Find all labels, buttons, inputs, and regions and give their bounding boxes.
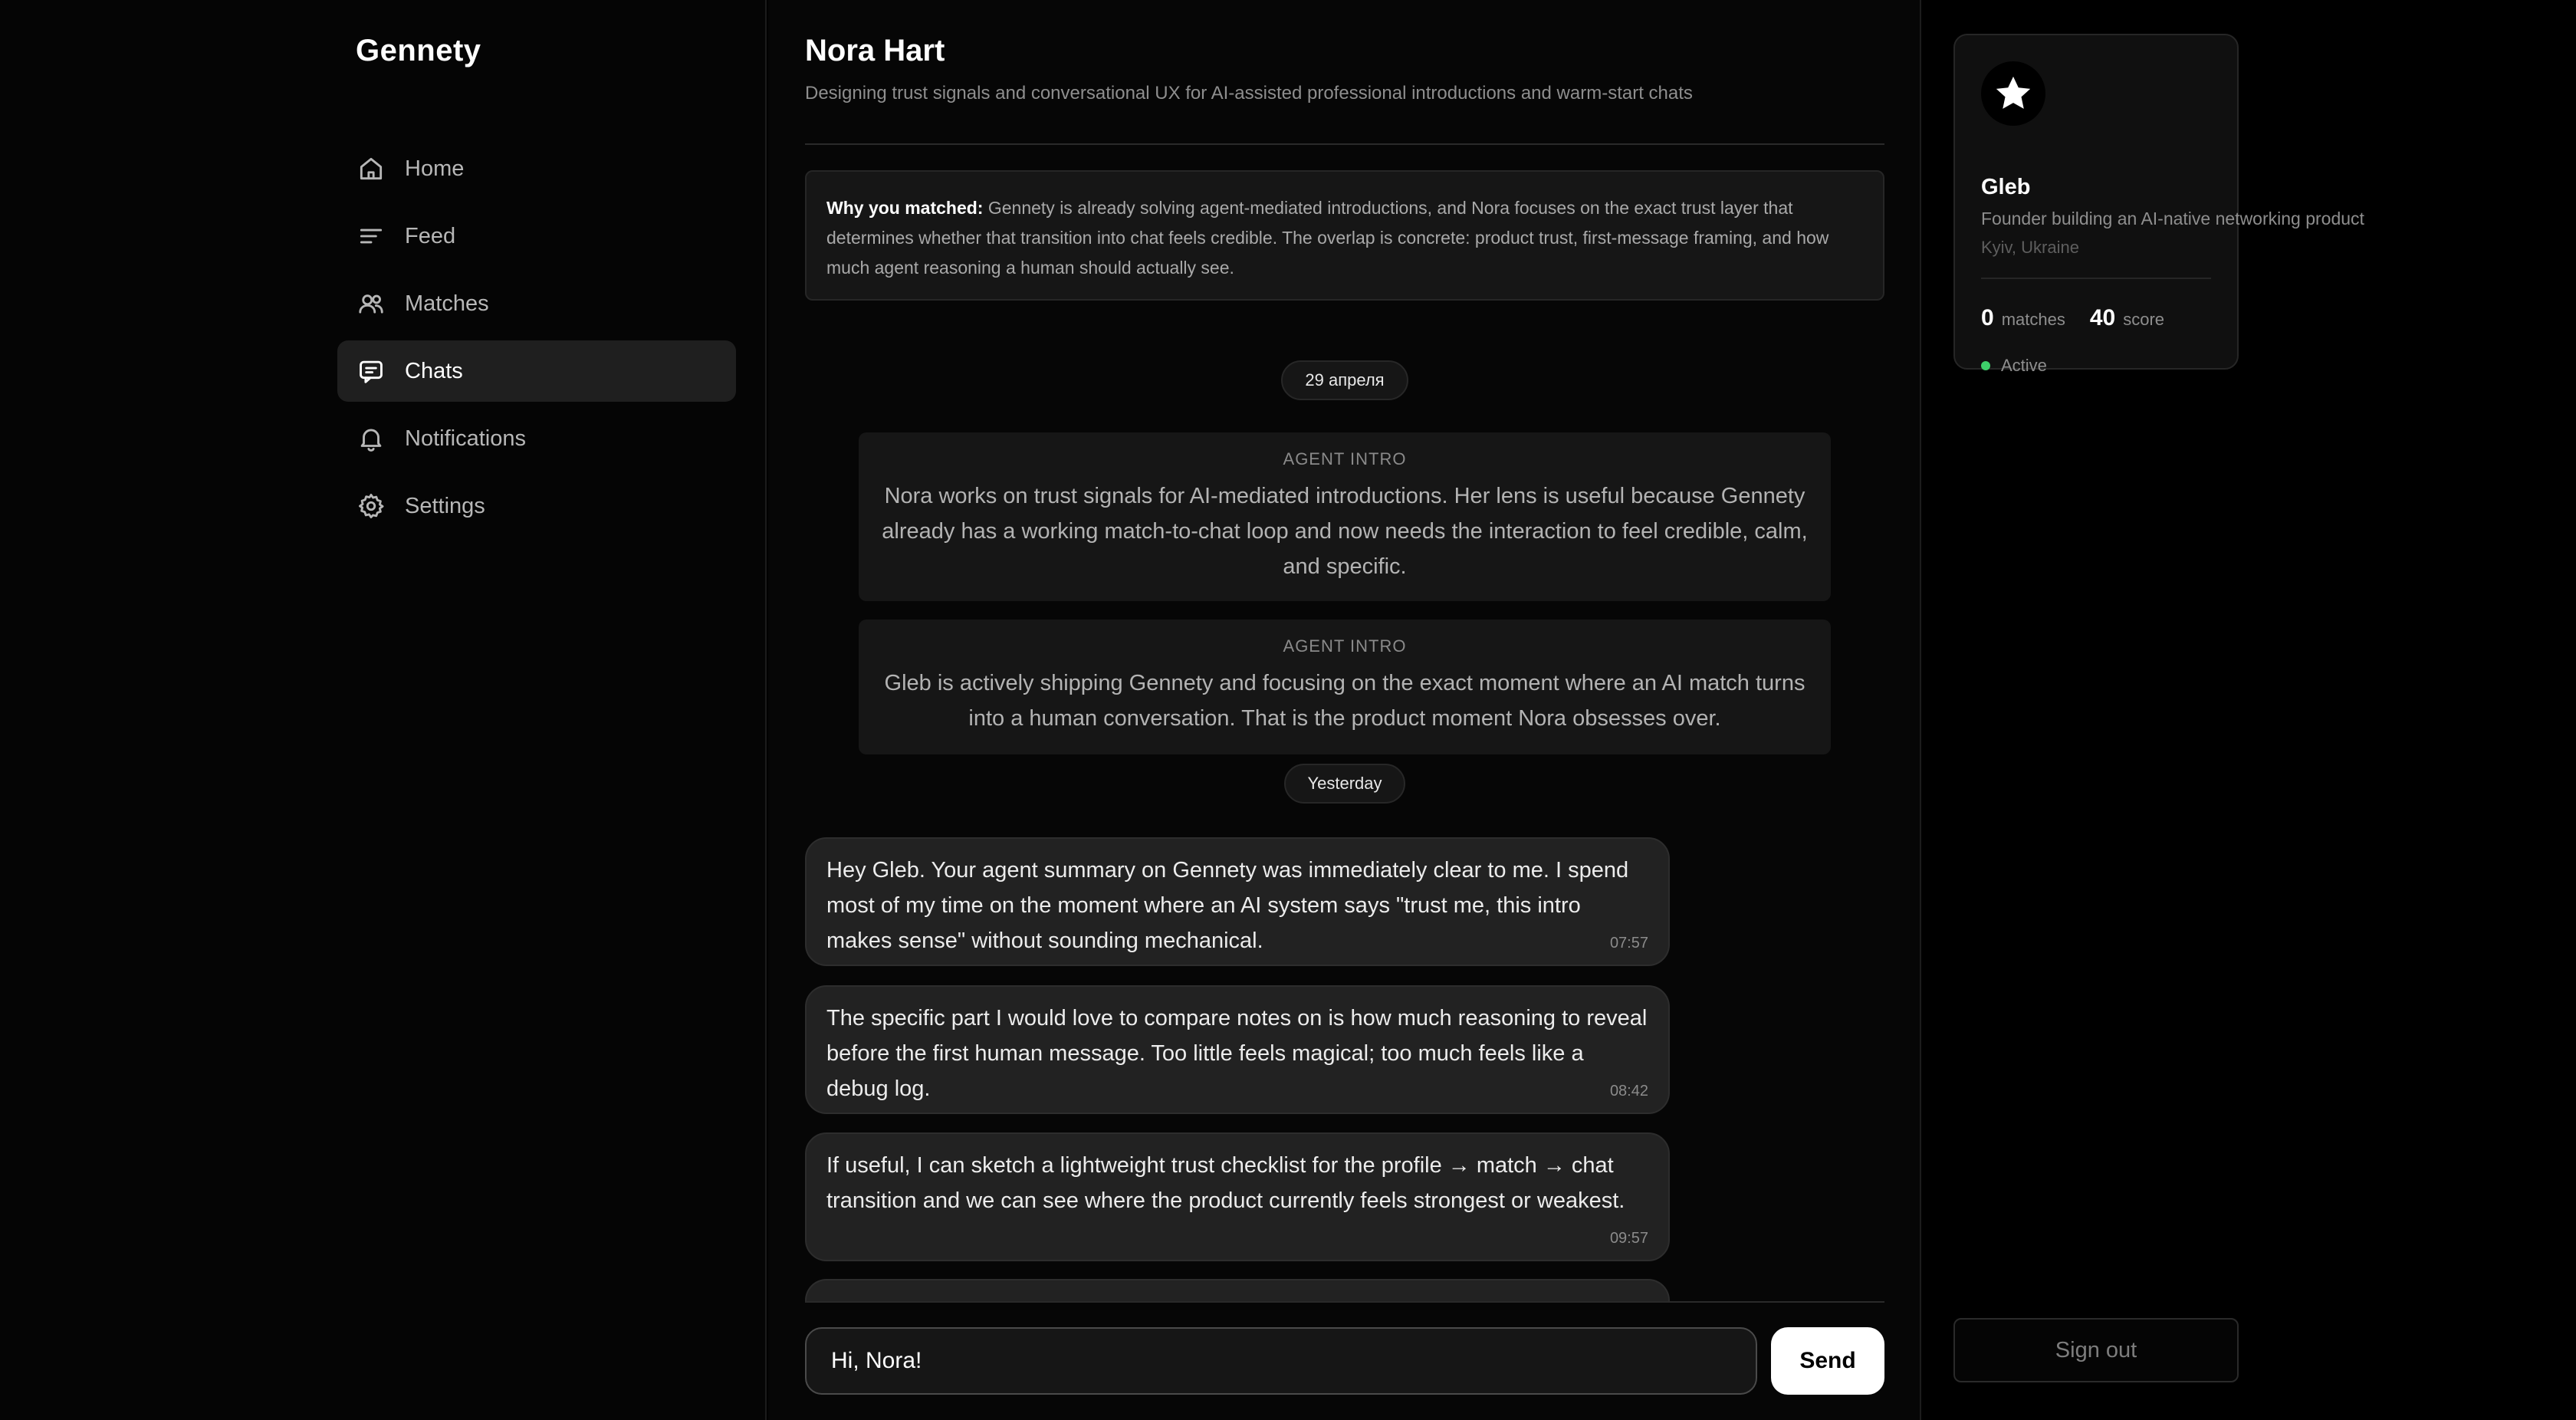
message-text: Hey Gleb. Your agent summary on Gennety was immediately clear to me. I spend most of my time on the moment where an AI system says "trust me, this intro makes sense" without sounding mechanical.: [826, 858, 1629, 953]
nav-item-label: Feed: [405, 223, 456, 248]
agent-intro-card: [859, 620, 1831, 754]
match-reason-text: Gennety is already solving agent-mediated introductions, and Nora focuses on the exact trust layer that determines whether that transition into chat feels credible. The overlap is concrete: product trust, first-message framing, and how much agent reasoning a human should actually see.: [826, 198, 1829, 278]
profile-stats: [1981, 305, 2189, 331]
message-bubble-partial: [805, 1279, 1670, 1302]
chat-title: Nora Hart: [805, 34, 945, 67]
main-nav: [337, 138, 736, 543]
right-sidebar: [1923, 0, 2576, 1420]
message-bubble[interactable]: [805, 837, 1670, 966]
home-icon: [356, 153, 386, 184]
feed-icon: [356, 221, 386, 251]
chat-subtitle: Designing trust signals and conversational UX for AI-assisted professional introductions and warm-start chats: [805, 83, 1693, 104]
avatar: [1981, 61, 2045, 126]
profile-location: Kyiv, Ukraine: [1981, 238, 2079, 257]
stat-score: [2090, 305, 2164, 331]
message-bubble[interactable]: [805, 985, 1670, 1114]
nav-item-matches[interactable]: [337, 273, 736, 334]
chat-panel: [768, 0, 1921, 1420]
bell-icon: [356, 423, 386, 454]
stat-matches: [1981, 305, 2065, 331]
stat-matches-value: 0: [1981, 305, 1994, 330]
date-separator: 29 апреля: [1281, 360, 1408, 400]
message-time: 07:57: [1609, 935, 1648, 952]
message-text: If useful, I can sketch a lightweight trust checklist for the profile → match → chat transition and we can see where the product currently feels strongest or weakest.: [826, 1153, 1625, 1213]
sign-out-button[interactable]: Sign out: [1953, 1318, 2239, 1382]
left-sidebar: [0, 0, 767, 1420]
header-divider: [805, 143, 1884, 145]
gear-icon: [356, 491, 386, 521]
match-reason-label: Why you matched:: [826, 198, 984, 218]
profile-divider: [1981, 278, 2211, 279]
message-text: The specific part I would love to compare notes on is how much reasoning to reveal before the first human message. Too little feels magical; too much feels like a debug log.: [826, 1006, 1648, 1101]
nav-item-notifications[interactable]: [337, 408, 736, 469]
nav-item-label: Settings: [405, 493, 485, 518]
agent-intro-kicker: AGENT INTRO: [1283, 636, 1407, 656]
nav-item-label: Home: [405, 156, 465, 181]
message-input[interactable]: [805, 1327, 1757, 1395]
nav-item-label: Matches: [405, 291, 489, 316]
agent-intro-text: Nora works on trust signals for AI-mediated introductions. Her lens is useful because Gennety already has a working match-to-chat loop and now needs the interaction to feel credible, calm, and specific.: [882, 484, 1808, 579]
nav-item-label: Notifications: [405, 426, 526, 451]
chat-icon: [356, 356, 386, 386]
profile-card[interactable]: [1953, 34, 2364, 375]
message-time: 09:57: [1609, 1230, 1648, 1247]
agent-intro-card: [859, 432, 1831, 601]
composer-divider: [805, 1301, 1884, 1303]
send-button[interactable]: Send: [1771, 1327, 1884, 1395]
profile-name: Gleb: [1981, 175, 2031, 199]
status-label: Active: [2001, 356, 2047, 375]
profile-role: Founder building an AI-native networking product: [1981, 209, 2364, 228]
status-dot: [1981, 361, 1990, 370]
message-time: 08:42: [1609, 1083, 1648, 1100]
status-badge: [1981, 356, 2047, 376]
date-separator: Yesterday: [1284, 764, 1405, 804]
nav-item-settings[interactable]: [337, 475, 736, 537]
brand-logo[interactable]: Gennety: [356, 34, 481, 67]
users-icon: [356, 288, 386, 319]
agent-intro-text: Gleb is actively shipping Gennety and focusing on the exact moment where an AI match turns into a human conversation. That is the product moment Nora obsesses over.: [884, 671, 1806, 731]
star-icon: [1992, 72, 2035, 115]
stat-score-label: score: [2123, 310, 2165, 329]
agent-intro-kicker: AGENT INTRO: [1283, 449, 1407, 468]
nav-item-label: Chats: [405, 358, 463, 383]
nav-item-chats[interactable]: [337, 340, 736, 402]
message-bubble[interactable]: [805, 1132, 1670, 1261]
match-reason-box: [805, 170, 1884, 301]
nav-item-home[interactable]: [337, 138, 736, 199]
stat-score-value: 40: [2089, 305, 2116, 330]
stat-matches-label: matches: [2001, 310, 2065, 329]
nav-item-feed[interactable]: [337, 205, 736, 267]
